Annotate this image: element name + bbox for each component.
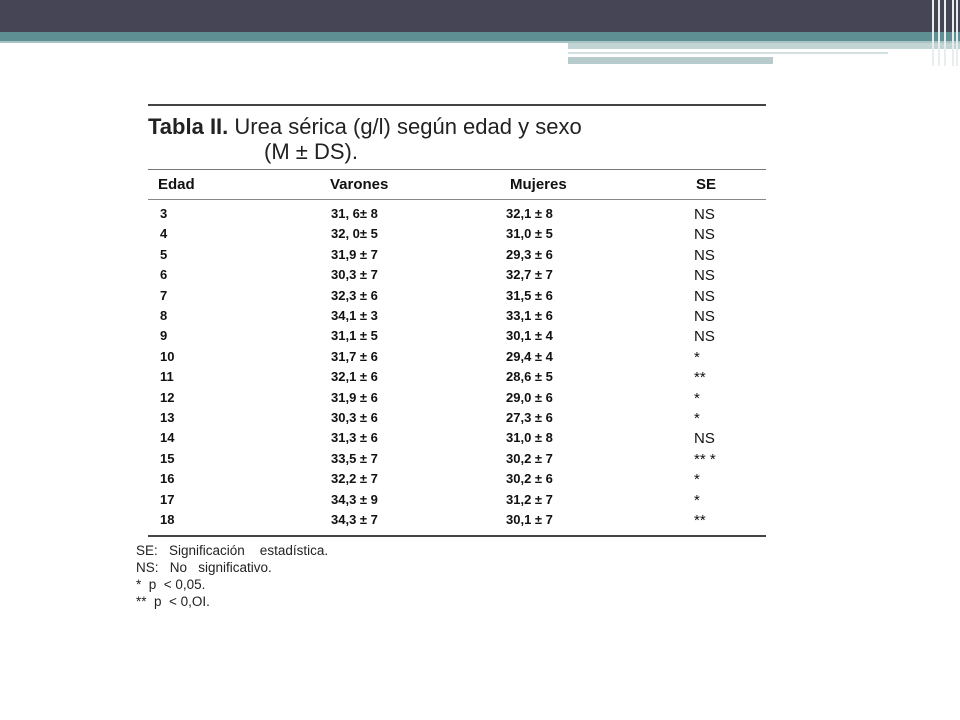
slide-header-stripe-short <box>568 57 773 64</box>
cell-edad: 16 <box>160 471 175 487</box>
cell-mujeres: 30,2 ± 6 <box>506 471 553 487</box>
cell-edad: 15 <box>160 450 175 466</box>
cell-varones: 32,3 ± 6 <box>331 287 378 303</box>
cell-edad: 9 <box>160 328 168 344</box>
cell-varones: 31,9 ± 7 <box>331 246 378 262</box>
cell-mujeres: 30,2 ± 7 <box>506 450 553 466</box>
table-row <box>148 390 766 410</box>
cell-se: NS <box>694 430 715 448</box>
footnote-se: SE: Significación estadística. <box>136 543 329 558</box>
cell-mujeres: 31,0 ± 5 <box>506 226 553 242</box>
table-title-text: Urea sérica (g/l) según edad y sexo <box>234 114 582 139</box>
column-header-mujeres: Mujeres <box>510 176 567 193</box>
footnote-p01: ** p < 0,OI. <box>136 594 210 609</box>
cell-mujeres: 31,0 ± 8 <box>506 430 553 446</box>
table-rule-title <box>148 169 766 170</box>
table-footnotes <box>136 542 328 610</box>
cell-se: NS <box>694 267 715 285</box>
cell-edad: 10 <box>160 348 175 364</box>
cell-mujeres: 30,1 ± 4 <box>506 328 553 344</box>
cell-edad: 3 <box>160 206 168 221</box>
cell-edad: 8 <box>160 308 168 323</box>
cell-mujeres: 32,1 ± 8 <box>506 206 553 221</box>
cell-se: NS <box>694 246 715 264</box>
cell-varones: 31,9 ± 6 <box>331 389 378 405</box>
footnote-ns: NS: No significativo. <box>136 560 272 575</box>
table-row <box>148 451 766 471</box>
cell-varones: 31,7 ± 6 <box>331 348 378 364</box>
cell-mujeres: 28,6 ± 5 <box>506 369 553 385</box>
cell-mujeres: 33,1 ± 6 <box>506 308 553 323</box>
table-row <box>148 288 766 308</box>
table-row <box>148 471 766 491</box>
table-row <box>148 247 766 267</box>
column-header-se: SE <box>696 176 717 193</box>
table-row <box>148 328 766 348</box>
cell-se: * <box>694 348 700 366</box>
cell-se: ** * <box>694 450 716 468</box>
slide-header-accent <box>0 32 960 41</box>
cell-varones: 32,1 ± 6 <box>331 369 378 385</box>
column-header-varones: Varones <box>330 176 389 193</box>
cell-varones: 31,1 ± 5 <box>331 328 378 344</box>
slide-header-bar <box>0 0 960 32</box>
cell-mujeres: 29,0 ± 6 <box>506 389 553 405</box>
cell-edad: 7 <box>160 287 168 303</box>
table-title <box>148 114 766 164</box>
slide-header-stripe <box>568 43 960 49</box>
table-title-label: Tabla II. <box>148 114 229 139</box>
table-row <box>148 492 766 512</box>
cell-mujeres: 31,5 ± 6 <box>506 287 553 303</box>
cell-edad: 14 <box>160 430 175 446</box>
cell-varones: 32, 0± 5 <box>331 226 378 242</box>
table-row <box>148 410 766 430</box>
cell-se: NS <box>694 226 715 244</box>
cell-se: ** <box>694 512 706 529</box>
table-title-continuation: (M ± DS). <box>264 139 358 164</box>
table-rule-top <box>148 104 766 106</box>
cell-edad: 18 <box>160 512 175 527</box>
cell-varones: 34,1 ± 3 <box>331 308 378 323</box>
cell-se: NS <box>694 328 715 346</box>
cell-edad: 4 <box>160 226 168 242</box>
cell-se: * <box>694 389 700 407</box>
cell-varones: 30,3 ± 6 <box>331 410 378 425</box>
table-row <box>148 226 766 246</box>
cell-se: * <box>694 471 700 489</box>
cell-mujeres: 32,7 ± 7 <box>506 267 553 283</box>
cell-se: * <box>694 410 700 427</box>
cell-edad: 5 <box>160 246 168 262</box>
cell-edad: 6 <box>160 267 168 283</box>
table-row <box>148 308 766 328</box>
cell-mujeres: 31,2 ± 7 <box>506 491 553 507</box>
slide-header-stripe-thin <box>568 52 888 54</box>
cell-varones: 34,3 ± 7 <box>331 512 378 527</box>
table-rule-header <box>148 199 766 200</box>
cell-se: NS <box>694 287 715 305</box>
table-row <box>148 512 766 532</box>
cell-varones: 30,3 ± 7 <box>331 267 378 283</box>
cell-se: * <box>694 491 700 509</box>
cell-mujeres: 29,4 ± 4 <box>506 348 553 364</box>
table-row <box>148 369 766 389</box>
column-header-edad: Edad <box>158 176 195 193</box>
cell-edad: 11 <box>160 369 174 385</box>
table-row <box>148 430 766 450</box>
cell-edad: 12 <box>160 389 175 405</box>
cell-se: NS <box>694 308 715 325</box>
cell-mujeres: 29,3 ± 6 <box>506 246 553 262</box>
cell-varones: 32,2 ± 7 <box>331 471 378 487</box>
table-row <box>148 267 766 287</box>
cell-mujeres: 27,3 ± 6 <box>506 410 553 425</box>
cell-varones: 34,3 ± 9 <box>331 491 378 507</box>
slide-corner-decoration <box>930 0 960 66</box>
cell-varones: 31,3 ± 6 <box>331 430 378 446</box>
cell-edad: 13 <box>160 410 175 425</box>
cell-edad: 17 <box>160 491 175 507</box>
cell-se: NS <box>694 206 715 223</box>
cell-mujeres: 30,1 ± 7 <box>506 512 553 527</box>
table-rule-bottom <box>148 535 766 537</box>
table-row <box>148 349 766 369</box>
cell-varones: 31, 6± 8 <box>331 206 378 221</box>
footnote-p05: * p < 0,05. <box>136 577 206 592</box>
cell-se: ** <box>694 369 706 387</box>
table-row <box>148 206 766 226</box>
cell-varones: 33,5 ± 7 <box>331 450 378 466</box>
